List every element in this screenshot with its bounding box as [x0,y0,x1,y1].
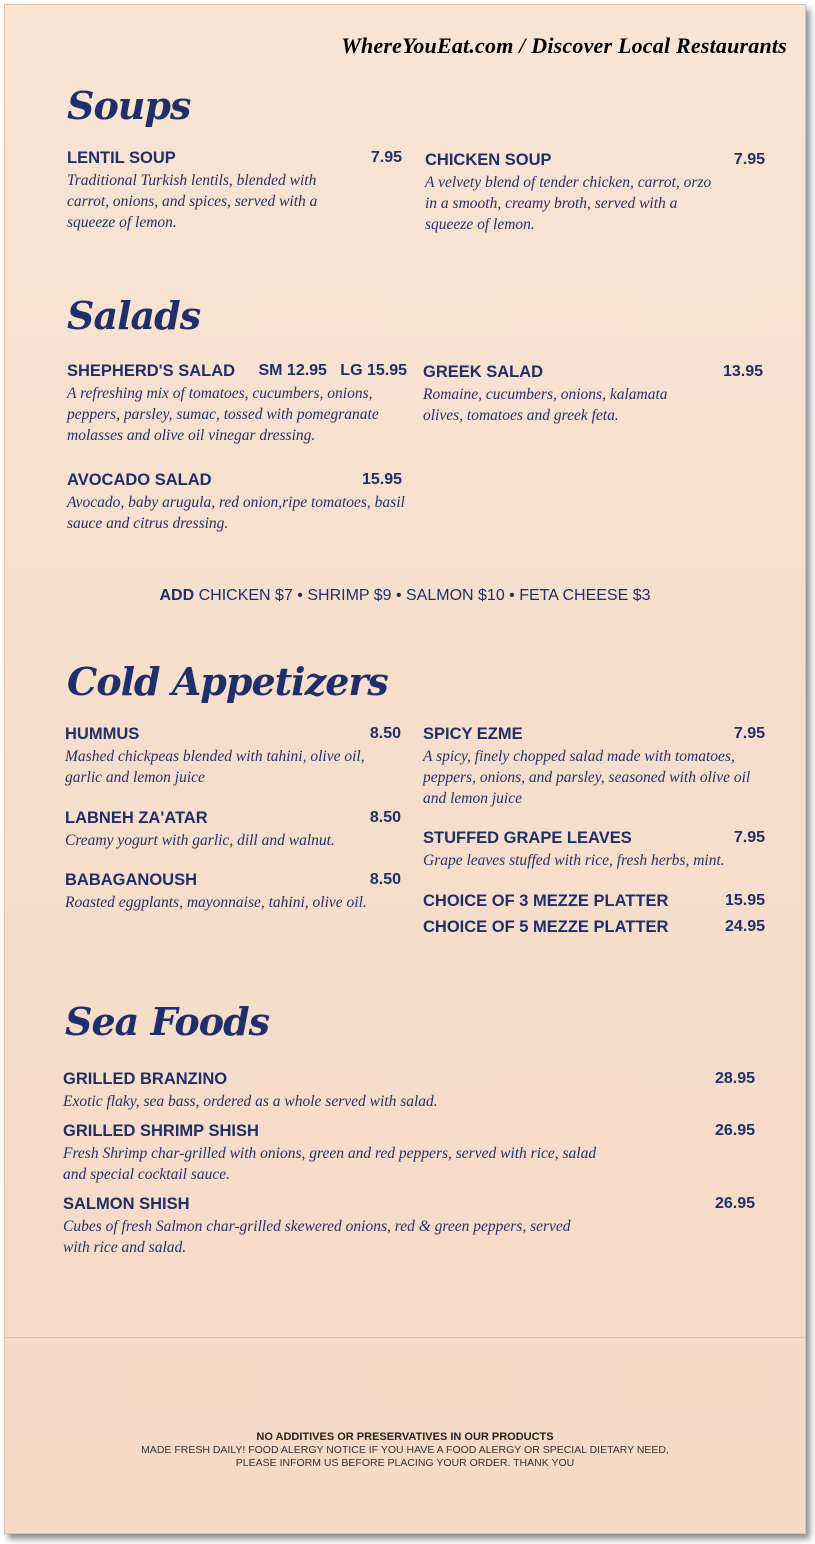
item-name: AVOCADO SALAD [67,471,212,489]
item-price: 15.95 [361,471,402,488]
item-price: 28.95 [714,1070,755,1087]
section-title-salads: Salads [67,293,201,338]
item-description: Creamy yogurt with garlic, dill and walnut. [65,832,335,849]
footer-line-2: MADE FRESH DAILY! FOOD ALERGY NOTICE IF YOU HAVE A FOOD ALERGY OR SPECIAL DIETARY NEED, [141,1444,669,1456]
item-name: SPICY EZME [423,725,523,743]
site-watermark: WhereYouEat.com / Discover Local Restaurants [341,33,787,58]
item-price: SM 12.95 LG 15.95 [258,362,407,379]
menu-item [67,149,402,233]
add-ons-text: CHICKEN $7 • SHRIMP $9 • SALMON $10 • FETA CHEESE $3 [198,587,651,604]
footer-notice [5,1431,805,1470]
menu-item [65,809,401,851]
item-name: HUMMUS [65,725,140,743]
menu-item [63,1195,755,1258]
item-description: A refreshing mix of tomatoes, cucumbers, onions, peppers, parsley, sumac, tossed with pomegranate molasses and olive oil vinegar dressing. [67,385,379,444]
item-price: 8.50 [369,725,401,742]
item-description: Grape leaves stuffed with rice, fresh herbs, mint. [423,852,725,869]
item-price: 26.95 [714,1122,755,1139]
item-price: 26.95 [714,1195,755,1212]
item-description: Romaine, cucumbers, onions, kalamata olives, tomatoes and greek feta. [423,386,668,424]
menu-item [423,725,765,809]
item-name: GREEK SALAD [423,363,544,381]
item-description: A spicy, finely chopped salad made with tomatoes, peppers, onions, and parsley, seasoned with olive oil and lemon juice [423,748,751,807]
item-price: 15.95 [724,892,765,909]
item-price: 13.95 [722,363,763,380]
section-title-cold-appetizers: Cold Appetizers [67,659,388,704]
item-name: BABAGANOUSH [65,871,197,889]
item-name: GRILLED BRANZINO [63,1070,228,1088]
item-price: 8.50 [369,809,401,826]
item-price: 7.95 [733,725,765,742]
item-description: Exotic flaky, sea bass, ordered as a whole served with salad. [63,1093,438,1110]
item-price: 7.95 [733,829,765,846]
item-name: GRILLED SHRIMP SHISH [63,1122,259,1140]
item-description: Avocado, baby arugula, red onion,ripe tomatoes, basil sauce and citrus dressing. [67,494,405,532]
item-name: CHOICE OF 3 MEZZE PLATTER [423,892,669,910]
menu-item [423,363,763,426]
item-name: CHOICE OF 5 MEZZE PLATTER [423,918,669,936]
item-price: 8.50 [369,871,401,888]
item-description: Traditional Turkish lentils, blended with carrot, onions, and spices, served with a squeeze of lemon. [67,172,318,231]
item-price: 24.95 [724,918,765,935]
menu-item [65,871,401,913]
menu-item [423,892,765,911]
menu-item [65,725,401,788]
item-name: LENTIL SOUP [67,149,176,167]
item-name: STUFFED GRAPE LEAVES [423,829,632,847]
menu-item [423,829,765,871]
add-ons-line [5,587,805,605]
menu-item [63,1122,755,1185]
menu-item [67,471,405,534]
item-description: A velvety blend of tender chicken, carrot, orzo in a smooth, creamy broth, served with a squeeze of lemon. [425,174,712,233]
footer-line-3: PLEASE INFORM US BEFORE PLACING YOUR ORDER. THANK YOU [235,1457,575,1469]
item-price: 7.95 [733,151,765,168]
item-name: LABNEH ZA'ATAR [65,809,208,827]
item-name: CHICKEN SOUP [425,151,552,169]
item-description: Mashed chickpeas blended with tahini, olive oil, garlic and lemon juice [65,748,365,786]
footer-line-1: NO ADDITIVES OR PRESERVATIVES IN OUR PRODUCTS [256,1431,554,1443]
item-description: Cubes of fresh Salmon char-grilled skewered onions, red & green peppers, served with rice and salad. [63,1218,571,1256]
item-description: Roasted eggplants, mayonnaise, tahini, olive oil. [65,894,367,911]
item-name: SHEPHERD'S SALAD [67,362,236,380]
menu-item [423,918,765,937]
menu-page [4,4,806,1534]
section-title-sea-foods: Sea Foods [65,999,270,1044]
menu-item [63,1070,755,1112]
page-fold-divider [5,1337,805,1338]
section-title-soups: Soups [67,83,191,128]
menu-item [67,362,407,446]
add-label: ADD [159,587,195,604]
menu-item [425,151,765,235]
item-name: SALMON SHISH [63,1195,190,1213]
item-price: 7.95 [370,149,402,166]
item-description: Fresh Shrimp char-grilled with onions, green and red peppers, served with rice, salad and special cocktail sauce. [63,1145,597,1183]
